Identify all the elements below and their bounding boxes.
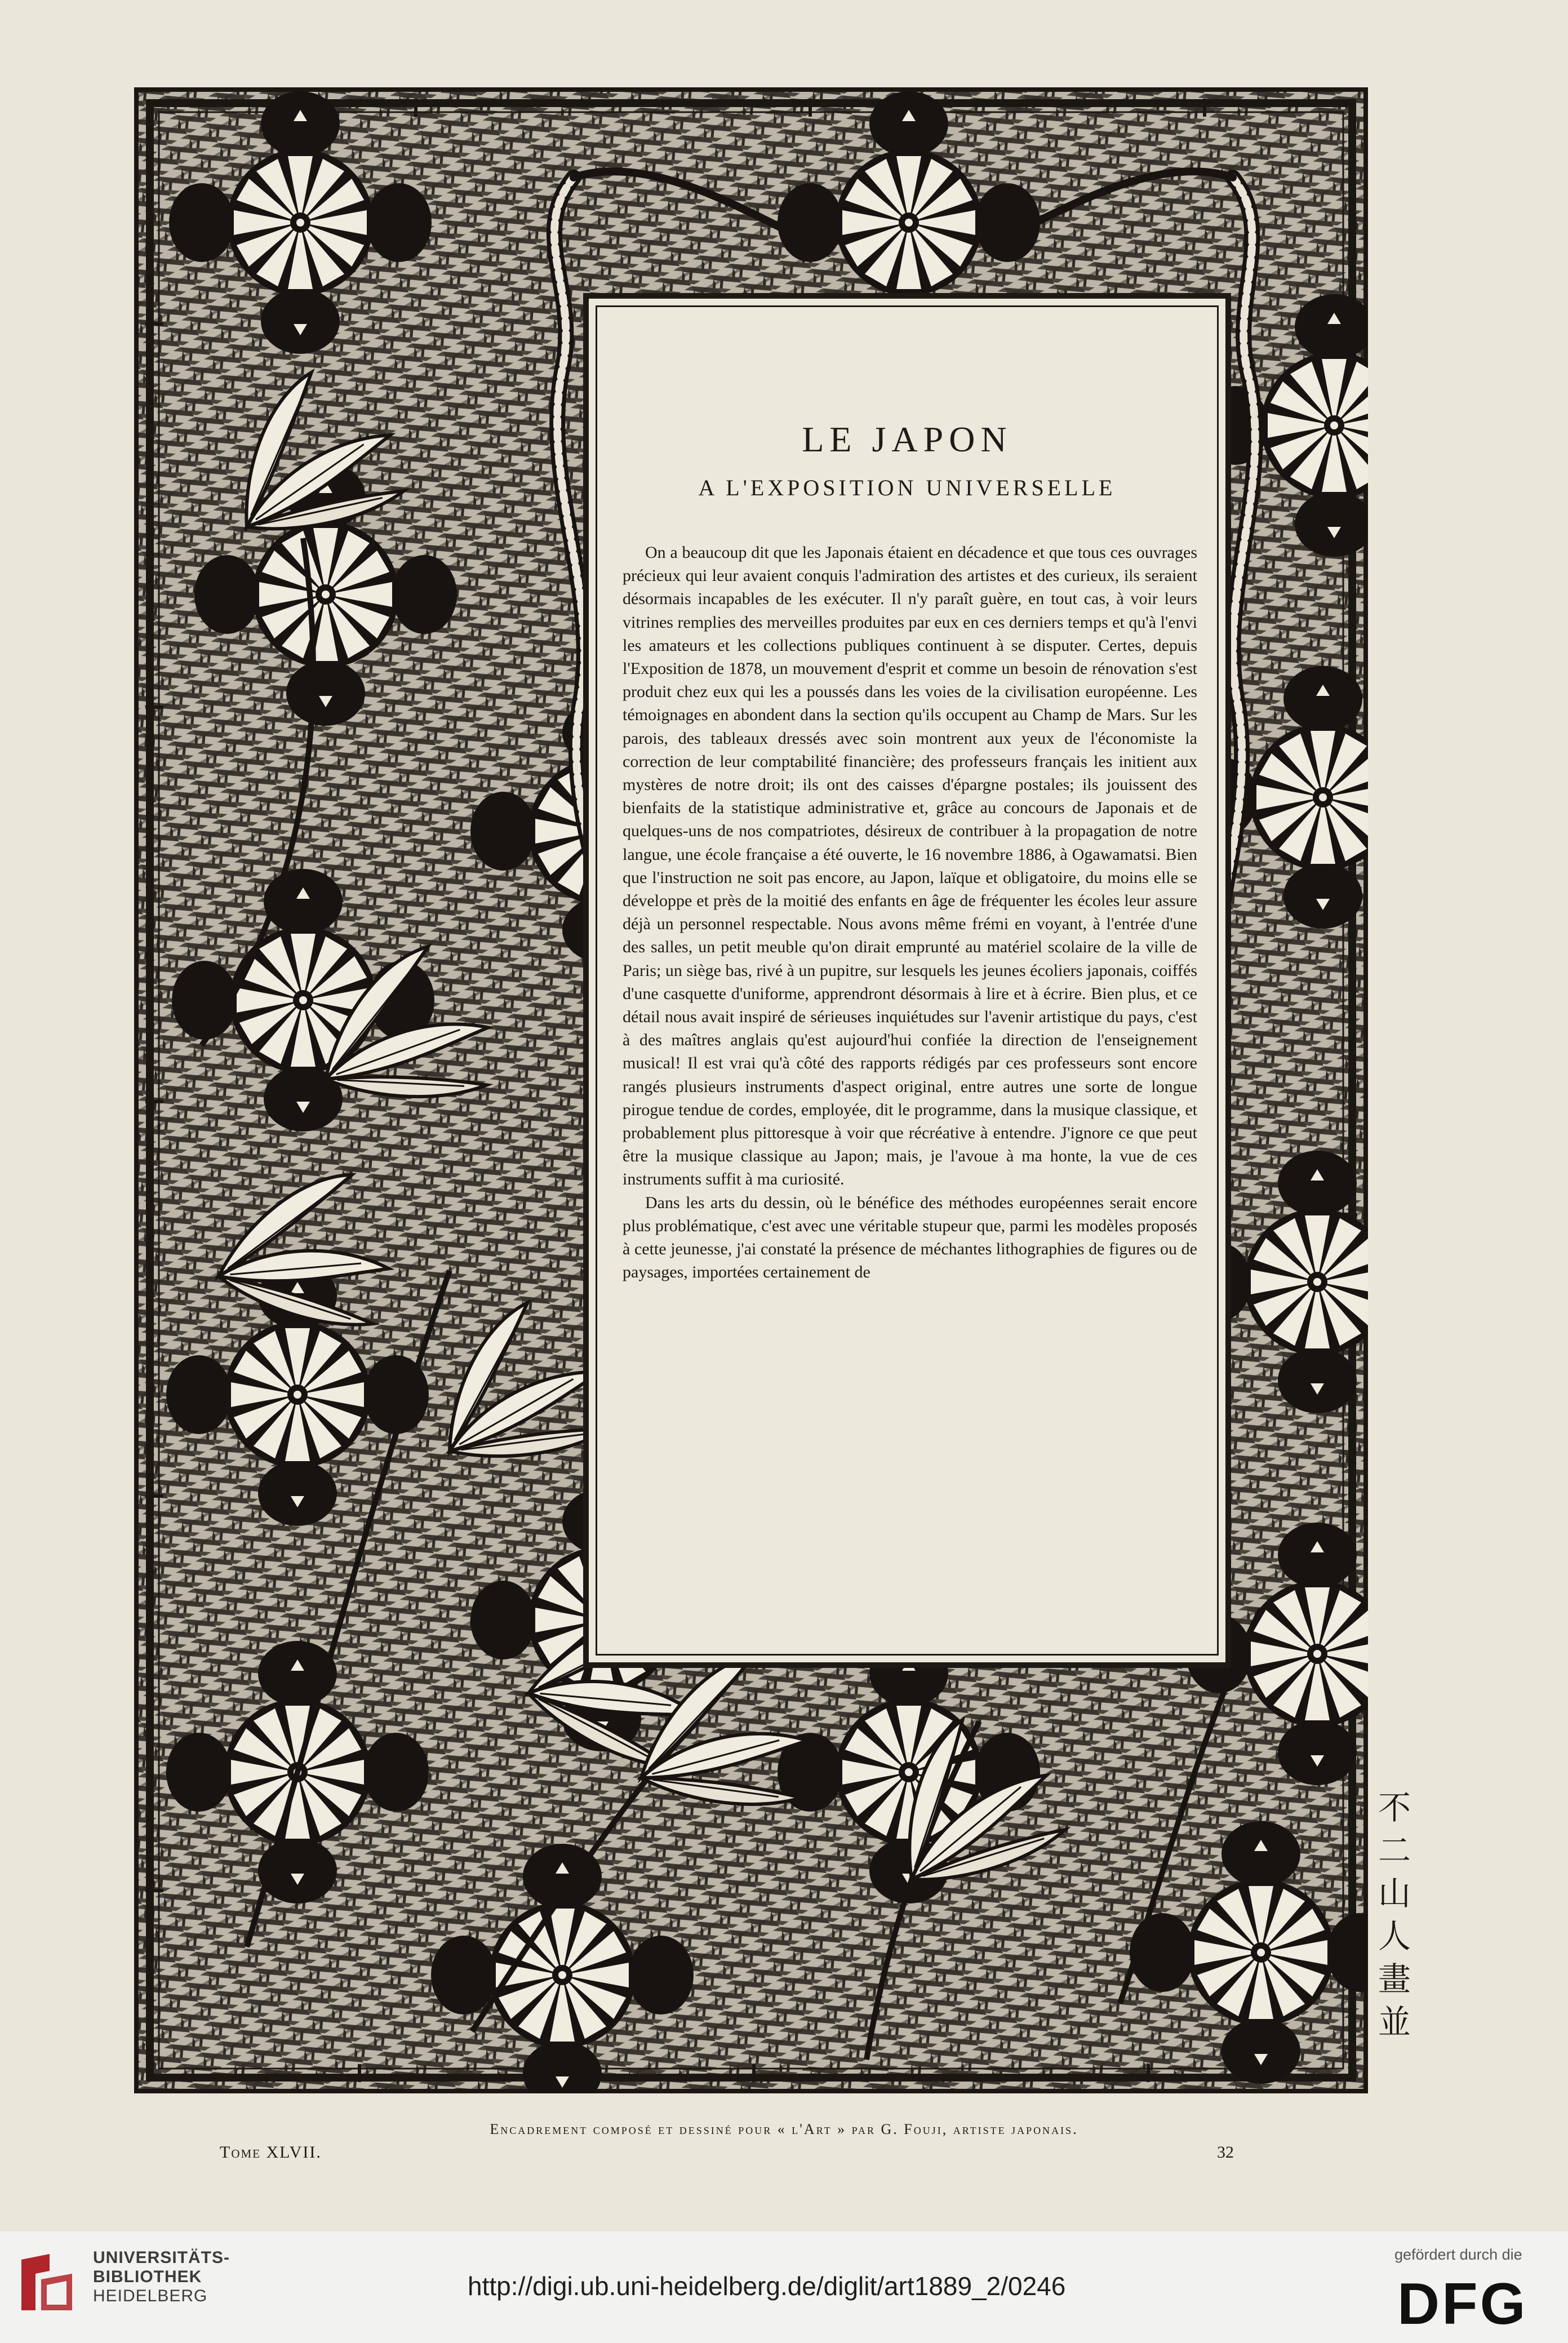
funded-by-label: gefördert durch die [1394, 2246, 1522, 2263]
digitization-footer [0, 2231, 1568, 2343]
body-paragraph: On a beaucoup dit que les Japonais étaient en décadence et que tous ces ouvrages précieux qui leur avaient conquis l'admiration des artistes et des curieux, ils seraient désormais incapables de les exécuter. Il n'y paraît guère, en tout cas, à voir leurs vitrines remplies des merveilles produites par eux en ces derniers temps et qu'à l'envi les amateurs et les collections publiques continuent à se disputer. Certes, depuis l'Exposition de 1878, un mouvement d'esprit et comme un besoin de rénovation s'est produit chez eux qui les a poussés dans les voies de la civilisation européenne. Les témoignages en abondent dans la section qu'ils occupent au Champ de Mars. Sur les parois, des tableaux dressés avec soin montrent aux yeux de l'économiste la correction de leur comptabilité financière; des professeurs français les initient aux mystères de notre droit; ils ont des caisses d'épargne postales; ils jouissent des bienfaits de la statistique administrative et, grâce au concours de Japonais et de quelques-uns de nos compatriotes, désireux de contribuer à la propagation de notre langue, une école française a été ouverte, le 16 novembre 1886, à Ogawamatsi. Bien que l'instruction ne soit pas encore, au Japon, laïque et obligatoire, du moins elle se développe et près de la moitié des enfants en âge de fréquenter les écoles leur assure déjà un personnel respectable. Nous avons même frémi en voyant, à l'entrée d'une des salles, un petit meuble qu'on dirait emprunté au matériel scolaire de la ville de Paris; un siège bas, rivé à un pupitre, sur lesquels les jeunes écoliers japonais, coiffés d'une casquette d'uniforme, apprendront désormais à lire et à écrire. Bien plus, et ce détail nous avait inspiré de sérieuses inquiétudes sur l'avenir artistique du pays, c'est à des maîtres anglais qu'est aujourd'hui confiée la direction de l'enseignement musical! Il est vrai qu'à côté des rapports rédigés par ces professeurs sont encore rangés plusieurs instruments d'aspect original, entre autres une sorte de longue pirogue tendue de cordes, employée, dit le programme, dans la musique classique, et probablement plus pittoresque à voir que récréative à entendre. J'ignore ce que peut être la musique classique au Japon; mais, je l'avoue à ma honte, la vue de ces instruments suffit à ma curiosité. [623, 543, 1198, 1189]
illustration-caption: Encadrement composé et dessiné pour « l'Art » par G. Fouji, artiste japonais. [490, 2121, 1078, 2137]
artist-signature-seal: 不二山人畫並 [1378, 1789, 1411, 2041]
library-name-line: HEIDELBERG [93, 2287, 208, 2305]
library-name-line: BIBLIOTHEK [93, 2267, 202, 2286]
page-number: 32 [1217, 2143, 1234, 2162]
library-name-line: UNIVERSITÄTS- [93, 2248, 230, 2267]
volume-label: Tome XLVII. [220, 2143, 322, 2162]
dfg-logo[interactable]: DFG [1397, 2271, 1528, 2337]
university-library-logo-icon[interactable] [16, 2248, 78, 2316]
article-title: LE JAPON [802, 419, 1012, 459]
article-subtitle: A L'EXPOSITION UNIVERSELLE [698, 475, 1116, 500]
body-paragraph: Dans les arts du dessin, où le bénéfice des méthodes européennes serait encore plus problématique, c'est avec une véritable stupeur que, parmi les modèles proposés à cette jeunesse, j'ai constaté la présence de méchantes lithographies de figures ou de paysages, importées certainement de [623, 1193, 1197, 1282]
permalink-url[interactable]: http://digi.ub.uni-heidelberg.de/diglit/art1889_2/0246 [468, 2271, 1066, 2301]
article-body [623, 541, 1197, 1284]
article-text-panel [583, 293, 1231, 1668]
university-library-name [93, 2248, 262, 2306]
